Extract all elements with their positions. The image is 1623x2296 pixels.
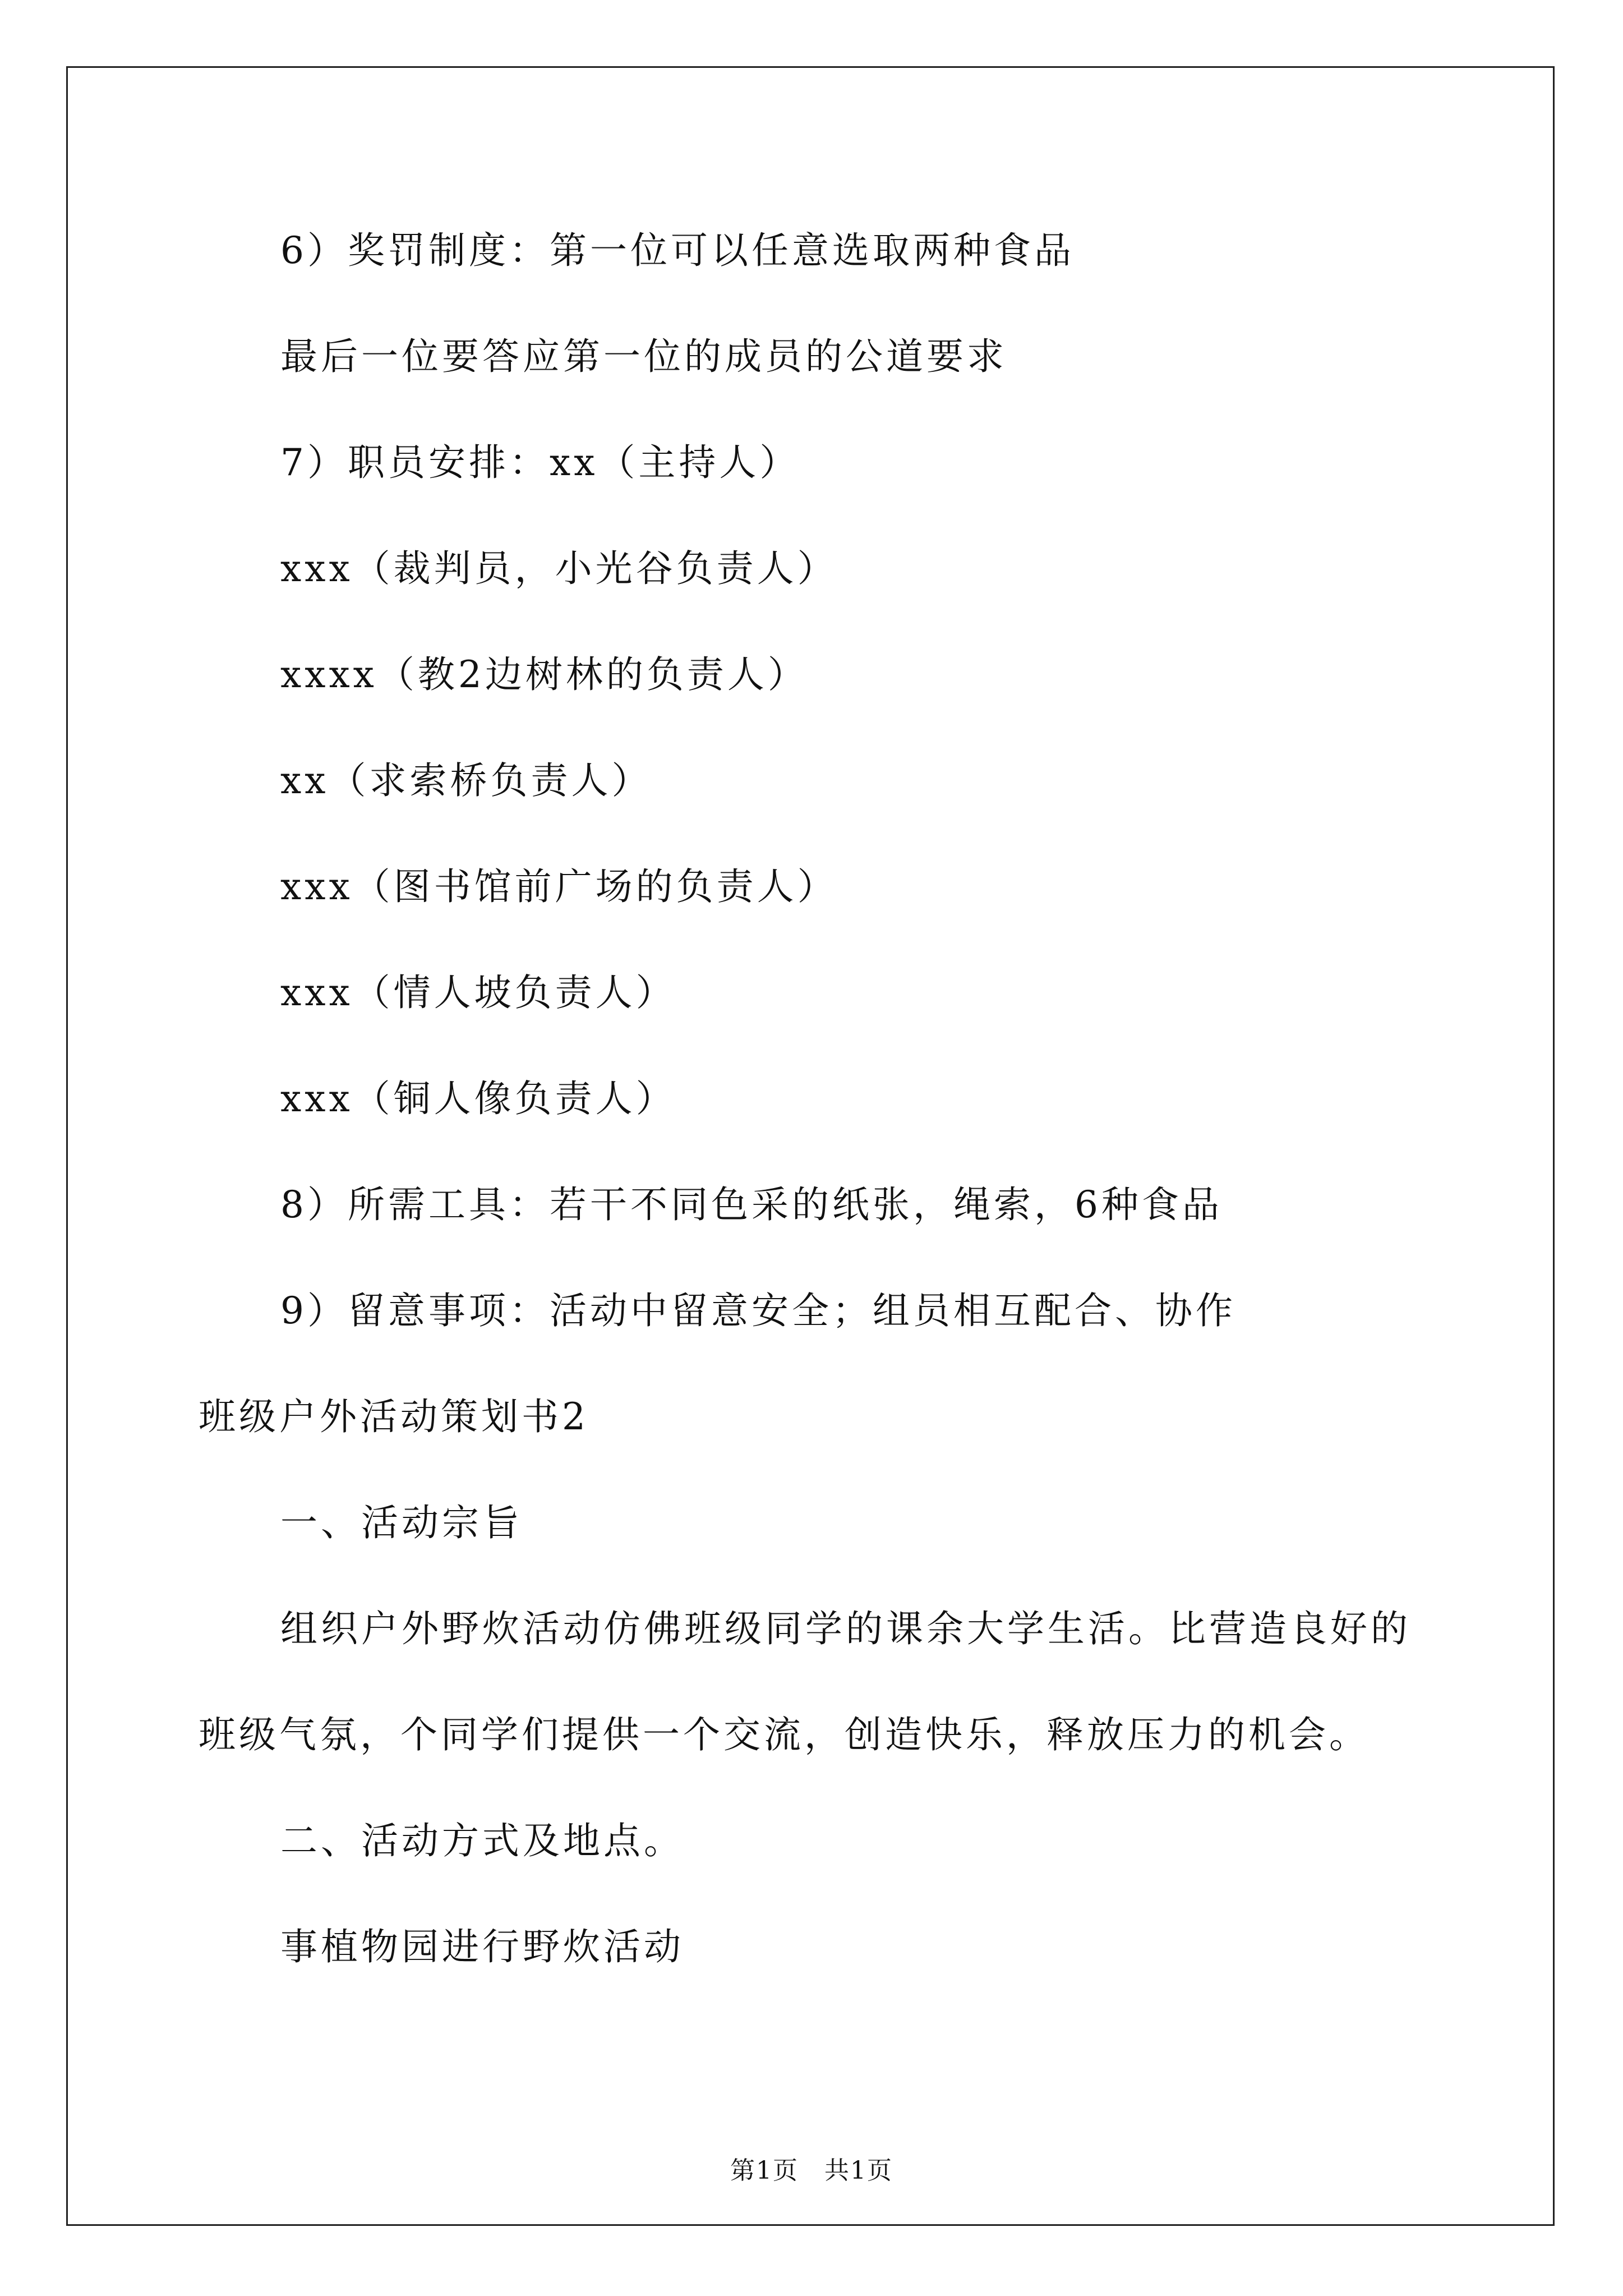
staff-heading-line: 7）职员安排：xx（主持人） xyxy=(280,441,800,484)
notes-line: 9）留意事项：活动中留意安全；组员相互配合、协作 xyxy=(280,1289,1236,1332)
penalty-line: 最后一位要答应第一位的成员的公道要求 xyxy=(280,335,1007,378)
rewards-line: 6）奖罚制度：第一位可以任意选取两种食品 xyxy=(280,229,1075,272)
tools-line: 8）所需工具：若干不同色采的纸张，绳索，6种食品 xyxy=(280,1183,1223,1226)
staff-library-line: xxx（图书馆前广场的负责人） xyxy=(280,865,838,908)
staff-bridge-line: xx（求索桥负责人） xyxy=(280,759,652,802)
section-title: 班级户外活动策划书2 xyxy=(199,1395,589,1438)
purpose-paragraph-line-2: 班级气氛，个同学们提供一个交流，创造快乐，释放压力的机会。 xyxy=(199,1713,1370,1756)
staff-referee-line: xxx（裁判员，小光谷负责人） xyxy=(280,547,838,590)
staff-statue-line: xxx（铜人像负责人） xyxy=(280,1077,676,1120)
staff-woods-line: xxxx（教2边树林的负责人） xyxy=(280,653,808,696)
method-paragraph: 事植物园进行野炊活动 xyxy=(280,1925,684,1968)
staff-slope-line: xxx（情人坡负责人） xyxy=(280,971,676,1014)
page-number-footer: 第1页 共1页 xyxy=(730,2156,893,2185)
method-heading: 二、活动方式及地点。 xyxy=(280,1819,684,1862)
page-frame xyxy=(66,66,1555,2226)
purpose-heading: 一、活动宗旨 xyxy=(280,1501,523,1544)
purpose-paragraph-line-1: 组织户外野炊活动仿佛班级同学的课余大学生活。比营造良好的 xyxy=(280,1607,1411,1650)
